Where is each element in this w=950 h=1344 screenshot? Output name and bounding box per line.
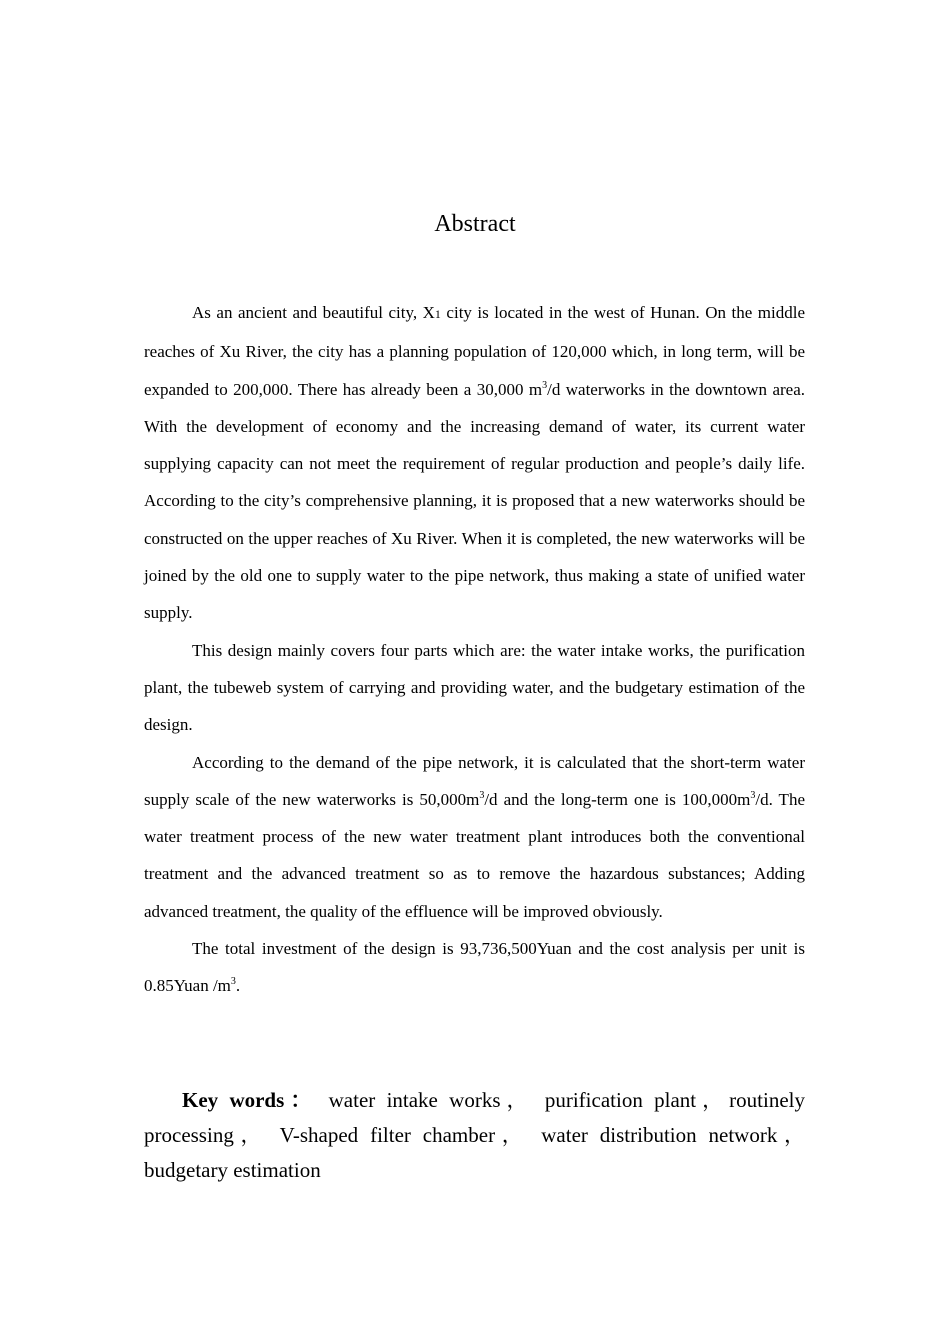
paragraph-3	[144, 744, 805, 930]
p3-superscript-2: 3	[750, 789, 756, 801]
p1-subscript: 1	[434, 307, 441, 321]
p4-text-a: The total investment of the design is 93,736,500Yuan and the cost analysis per unit is 0.85Yuan /m	[144, 939, 805, 996]
paragraph-4	[144, 930, 805, 1005]
p3-superscript-1: 3	[479, 789, 485, 801]
p4-text-b: .	[235, 976, 241, 996]
p3-text-a: According to the demand of the pipe network, it is calculated that the short-term water supply scale of the new waterworks is 50,000m	[144, 752, 805, 809]
keywords-label: Key words：	[182, 1088, 318, 1112]
p3-text-b: /d and the long-term one is 100,000m	[484, 789, 751, 809]
keywords-text: water intake works， purification plant，routinely processing， V-shaped filter chamber， water distribution network， budgetary estimation	[144, 1088, 805, 1182]
abstract-body	[144, 294, 805, 1005]
p1-text-c: /d waterworks in the downtown area. With the development of economy and the increasing demand of water, its current water supplying capacity can not meet the requirement of regular production and people’s daily life. According to the city’s comprehensive planning, it is proposed that a new waterworks should be constructed on the upper reaches of Xu River. When it is completed, the new waterworks will be joined by the old one to supply water to the pipe network, thus making a state of unified water supply.	[144, 379, 805, 623]
p1-text-a: As an ancient and beautiful city, X	[192, 303, 435, 322]
p4-superscript: 3	[230, 976, 236, 988]
p1-superscript: 3	[542, 379, 548, 391]
paragraph-1	[144, 294, 805, 632]
paragraph-2: This design mainly covers four parts which are: the water intake works, the purification plant, the tubeweb system of carrying and providing water, and the budgetary estimation of the design.	[144, 640, 805, 735]
keywords	[144, 1083, 805, 1188]
p3-text-c: /d. The water treatment process of the new water treatment plant introduces both the conventional treatment and the advanced treatment so as to remove the hazardous substances; Adding advanced treatment, the quality of the effluence will be improved obviously.	[144, 789, 805, 921]
p1-text-b: city is located in the west of Hunan. On the middle reaches of Xu River, the city has a planning population of 120,000 which, in long term, will be expanded to 200,000. There has already been a 30,000 m	[144, 303, 806, 399]
page-title: Abstract	[434, 211, 516, 237]
